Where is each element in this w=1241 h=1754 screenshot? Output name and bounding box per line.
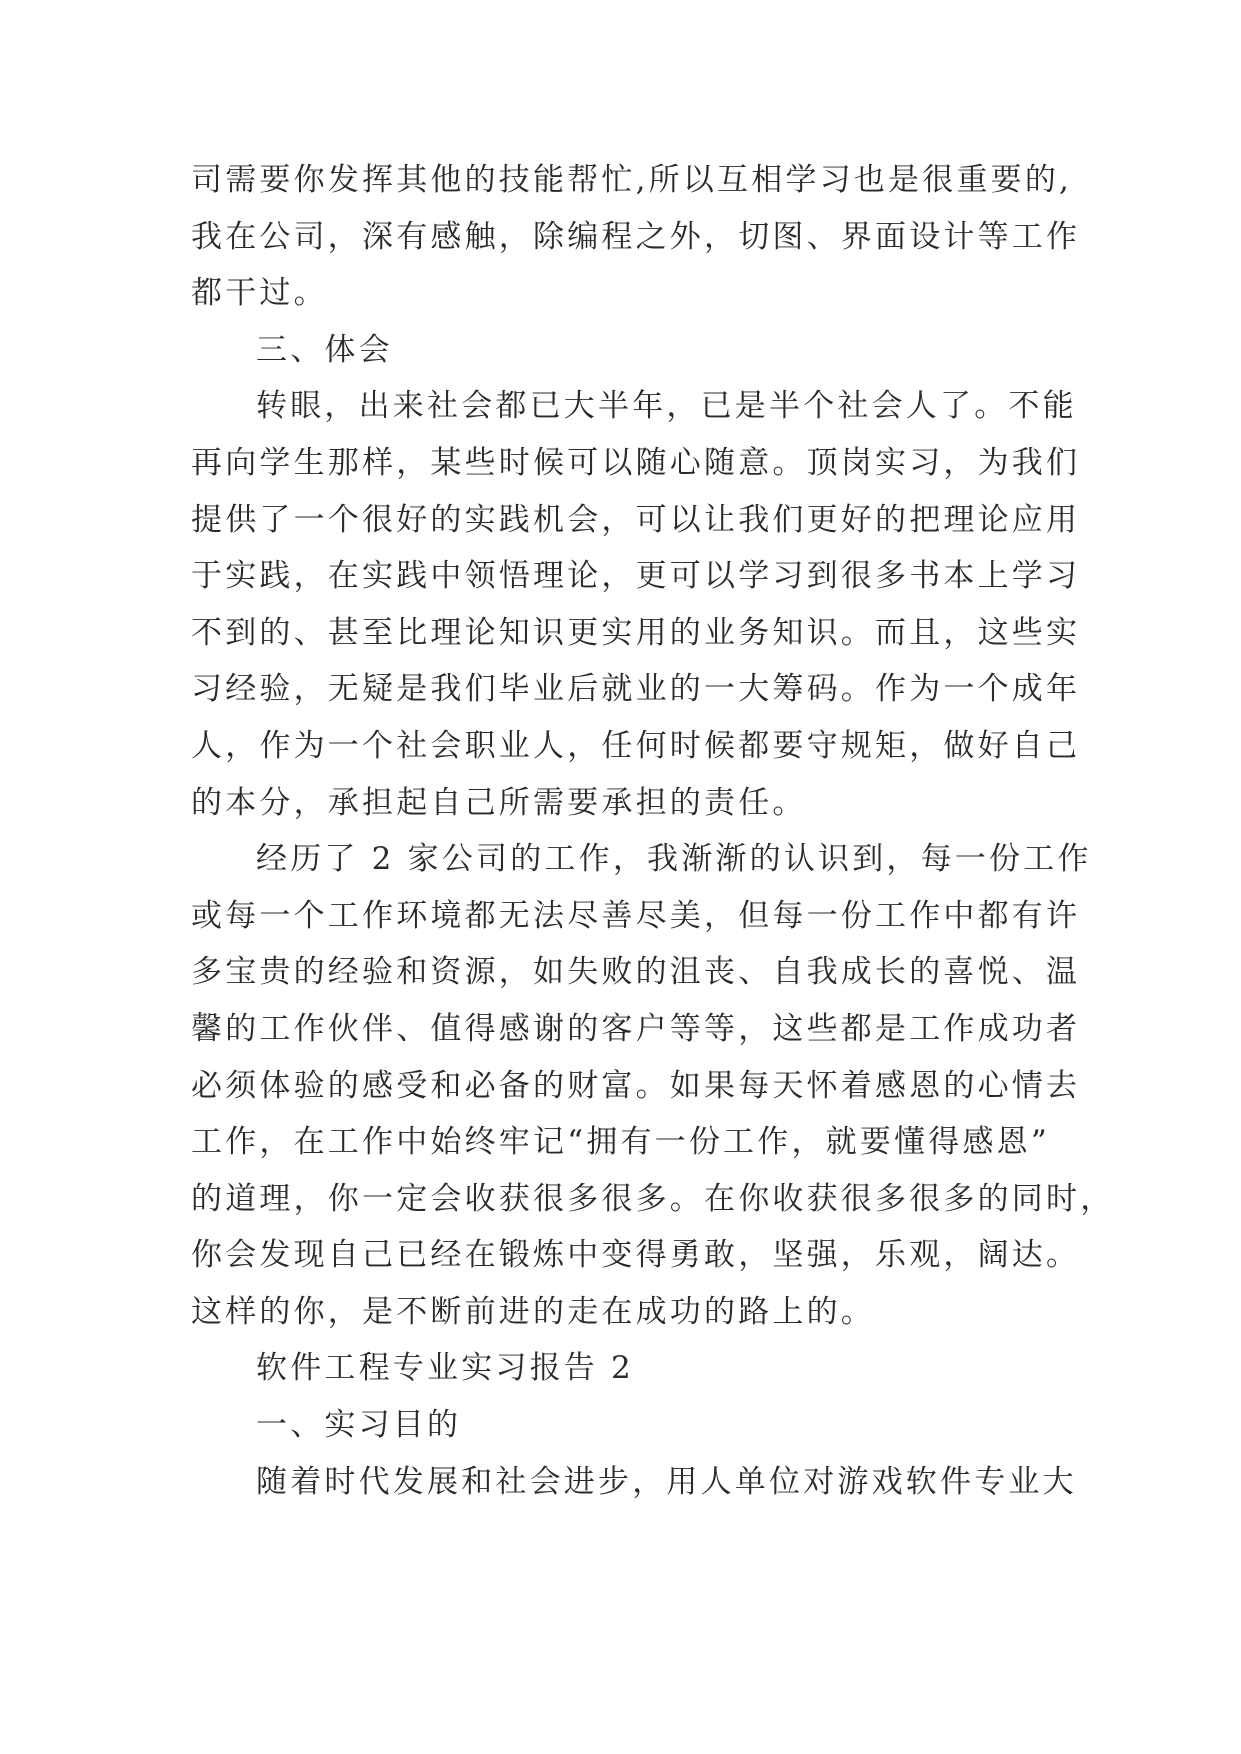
- text-line: 的本分，承担起自己所需要承担的责任。: [191, 784, 807, 821]
- paragraph-start: 转眼，出来社会都已大半年，已是半个社会人了。不能: [256, 388, 1077, 425]
- text-line: 的道理，你一定会收获很多很多。在你收获很多很多的同时，: [191, 1180, 1115, 1217]
- text-line: 工作，在工作中始终牢记“拥有一份工作，就要懂得感恩”: [191, 1124, 1050, 1161]
- text-line: 习经验，无疑是我们毕业后就业的一大筹码。作为一个成年: [191, 671, 1081, 708]
- paragraph-start: 经历了 2 家公司的工作，我渐渐的认识到，每一份工作: [256, 841, 1092, 878]
- text-line: 不到的、甚至比理论知识更实用的业务知识。而且，这些实: [191, 614, 1081, 651]
- report-title: 软件工程专业实习报告 2: [256, 1350, 634, 1387]
- document-body: [191, 152, 1115, 1510]
- text-line: 这样的你，是不断前进的走在成功的路上的。: [191, 1293, 875, 1330]
- section-heading: 三、体会: [256, 331, 393, 368]
- text-line: 或每一个工作环境都无法尽善尽美，但每一份工作中都有许: [191, 897, 1081, 934]
- text-line: 于实践，在实践中领悟理论，更可以学习到很多书本上学习: [191, 558, 1081, 595]
- text-line: 都干过。: [191, 275, 328, 312]
- text-line: 人，作为一个社会职业人，任何时候都要守规矩，做好自己: [191, 727, 1081, 764]
- text-line: 提供了一个很好的实践机会，可以让我们更好的把理论应用: [191, 501, 1081, 538]
- paragraph-start: 随着时代发展和社会进步，用人单位对游戏软件专业大: [256, 1463, 1077, 1500]
- text-line: 馨的工作伙伴、值得感谢的客户等等，这些都是工作成功者: [191, 1010, 1081, 1047]
- text-line: 我在公司，深有感触，除编程之外，切图、界面设计等工作: [191, 218, 1081, 255]
- text-line: 再向学生那样，某些时候可以随心随意。顶岗实习，为我们: [191, 444, 1081, 481]
- text-line: 司需要你发挥其他的技能帮忙,所以互相学习也是很重要的,: [191, 162, 1073, 198]
- text-line: 必须体验的感受和必备的财富。如果每天怀着感恩的心情去: [191, 1067, 1081, 1104]
- text-line: 多宝贵的经验和资源，如失败的沮丧、自我成长的喜悦、温: [191, 954, 1081, 991]
- text-line: 你会发现自己已经在锻炼中变得勇敢，坚强，乐观，阔达。: [191, 1237, 1081, 1274]
- section-heading: 一、实习目的: [256, 1407, 462, 1444]
